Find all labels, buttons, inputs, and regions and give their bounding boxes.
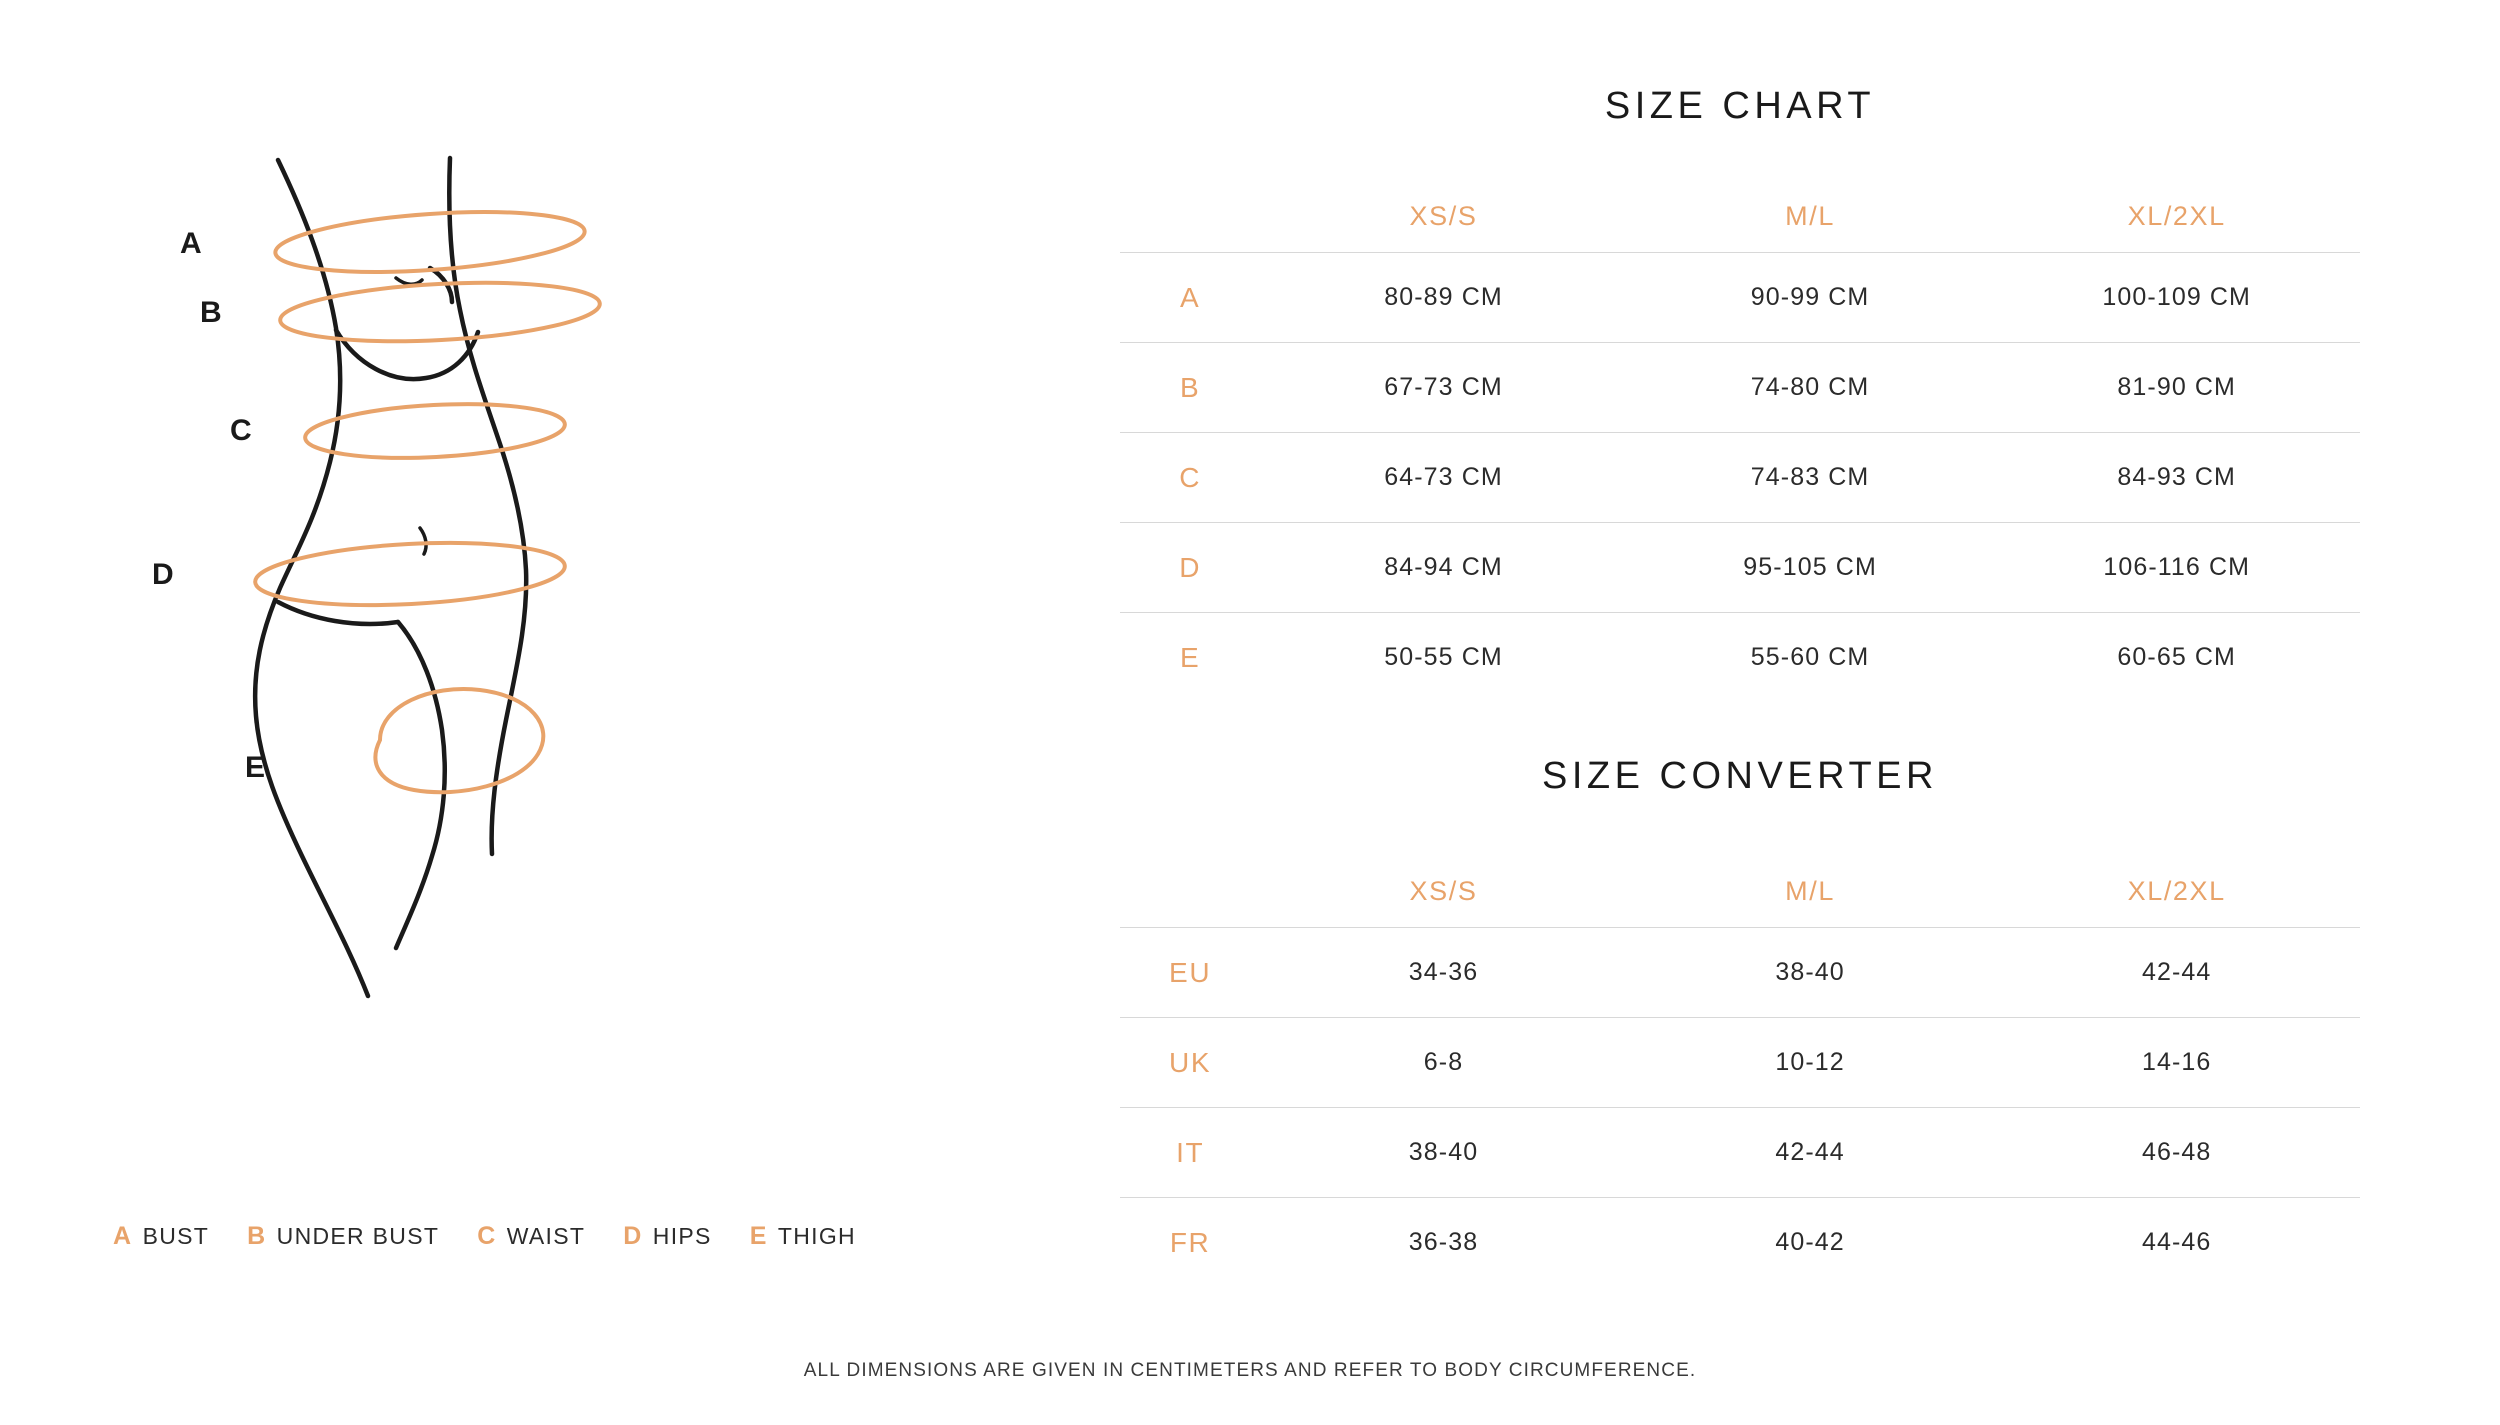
size-converter-table: [1120, 855, 2360, 1287]
size-converter-eu-ml: 38-40: [1627, 928, 1994, 1018]
body-illustration-panel: [0, 0, 1080, 1425]
size-chart-a-xl2xl: 100-109 CM: [1993, 253, 2360, 343]
size-chart-a-xss: 80-89 CM: [1260, 253, 1627, 343]
body-diagram-svg: [130, 150, 830, 1100]
size-chart-row-key-a: A: [1120, 253, 1260, 343]
legend: [113, 1222, 856, 1251]
size-converter-header-xl2xl: XL/2XL: [1993, 855, 2360, 928]
size-chart-b-xss: 67-73 CM: [1260, 343, 1627, 433]
figure-marker-labels: [152, 227, 265, 784]
size-chart-row-key-d: D: [1120, 523, 1260, 613]
size-chart-b-ml: 74-80 CM: [1627, 343, 1994, 433]
size-converter-eu-xss: 34-36: [1260, 928, 1627, 1018]
legend-key-a: A: [113, 1222, 132, 1250]
size-converter-header-blank: [1120, 855, 1260, 928]
size-chart-c-xl2xl: 84-93 CM: [1993, 433, 2360, 523]
legend-item-d: [623, 1222, 711, 1251]
legend-label-c: WAIST: [506, 1223, 586, 1249]
size-converter-header-xss: XS/S: [1260, 855, 1627, 928]
legend-item-c: [477, 1222, 585, 1251]
legend-key-b: B: [247, 1222, 266, 1250]
figure-marker-e: E: [245, 751, 266, 784]
table-row: [1120, 928, 2360, 1018]
table-row: [1120, 433, 2360, 523]
figure-marker-a: A: [180, 227, 202, 260]
size-chart-row-key-e: E: [1179, 641, 1201, 673]
size-chart-row-key-b: B: [1120, 343, 1260, 433]
size-chart-e-ml: 55-60 CM: [1750, 643, 1870, 671]
ring-e: [375, 689, 543, 792]
size-converter-uk-ml: 10-12: [1627, 1018, 1994, 1108]
size-converter-it-xl2xl: 46-48: [1993, 1108, 2360, 1198]
size-chart-d-ml: 95-105 CM: [1627, 523, 1994, 613]
legend-key-d: D: [623, 1222, 642, 1250]
tables-panel: [1080, 0, 2500, 1425]
measurement-rings: [254, 203, 602, 792]
size-converter-row-key-it: IT: [1120, 1108, 1260, 1198]
size-converter-row-key-eu: EU: [1120, 928, 1260, 1018]
size-chart-e-xl2xl: 60-65 CM: [2117, 643, 2236, 671]
size-chart-row-key-c: C: [1120, 433, 1260, 523]
size-chart-header-ml: M/L: [1627, 180, 1994, 253]
size-chart-a-ml: 90-99 CM: [1627, 253, 1994, 343]
legend-label-d: HIPS: [652, 1223, 712, 1249]
ring-c: [304, 398, 566, 464]
size-chart-header-xl2xl: XL/2XL: [1993, 180, 2360, 253]
size-chart-header-row: [1120, 180, 2360, 253]
legend-key-c: C: [477, 1222, 496, 1250]
size-converter-uk-xss: 6-8: [1260, 1018, 1627, 1108]
legend-label-b: UNDER BUST: [276, 1223, 440, 1249]
size-chart-c-ml: 74-83 CM: [1627, 433, 1994, 523]
table-row: [1120, 1108, 2360, 1198]
table-row: [1120, 613, 2360, 703]
body-detail-marks: [396, 278, 426, 554]
size-chart-header-blank: [1120, 180, 1260, 253]
figure-marker-d: D: [152, 558, 174, 591]
legend-label-a: BUST: [142, 1223, 210, 1249]
table-row: [1120, 253, 2360, 343]
legend-label-e: THIGH: [777, 1223, 856, 1249]
table-row: [1120, 523, 2360, 613]
size-converter-fr-xss: 36-38: [1408, 1228, 1479, 1256]
size-converter-header-ml: M/L: [1627, 855, 1994, 928]
size-chart-table: [1120, 180, 2360, 702]
size-chart-e-xss: 50-55 CM: [1384, 643, 1503, 671]
size-chart-d-xl2xl: 106-116 CM: [1993, 523, 2360, 613]
legend-key-e: E: [749, 1222, 767, 1250]
size-converter-fr-xl2xl: 44-46: [2141, 1228, 2212, 1256]
size-converter-header-row: [1120, 855, 2360, 928]
size-chart-c-xss: 64-73 CM: [1260, 433, 1627, 523]
size-chart-b-xl2xl: 81-90 CM: [1993, 343, 2360, 433]
legend-item-a: [113, 1222, 209, 1251]
legend-item-b: [247, 1222, 439, 1251]
table-row: [1120, 1198, 2360, 1288]
legend-item-e: [750, 1222, 856, 1251]
figure-marker-b: B: [200, 296, 222, 329]
ring-a: [273, 203, 586, 280]
table-row: [1120, 1018, 2360, 1108]
table-row: [1120, 343, 2360, 433]
figure-marker-c: C: [230, 414, 252, 447]
size-converter-fr-ml: 40-42: [1775, 1228, 1845, 1256]
size-converter-it-ml: 42-44: [1627, 1108, 1994, 1198]
size-converter-it-xss: 38-40: [1260, 1108, 1627, 1198]
footnote: ALL DIMENSIONS ARE GIVEN IN CENTIMETERS AND REFER TO BODY CIRCUMFERENCE.: [803, 1360, 1697, 1381]
size-converter-eu-xl2xl: 42-44: [1993, 928, 2360, 1018]
size-chart-header-xss: XS/S: [1260, 180, 1627, 253]
size-converter-uk-xl2xl: 14-16: [1993, 1018, 2360, 1108]
size-chart-d-xss: 84-94 CM: [1260, 523, 1627, 613]
size-converter-row-key-uk: UK: [1120, 1018, 1260, 1108]
size-converter-title: SIZE CONVERTER: [1542, 755, 1938, 797]
size-chart-title: SIZE CHART: [1604, 85, 1876, 127]
size-converter-row-key-fr: FR: [1169, 1226, 1211, 1258]
